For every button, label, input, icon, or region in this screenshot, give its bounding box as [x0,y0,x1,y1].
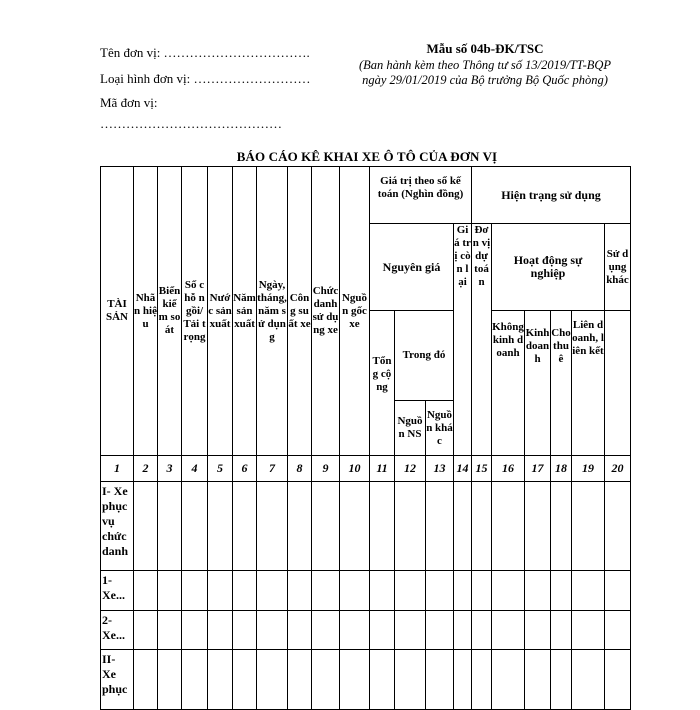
col-number: 3 [158,456,182,482]
col-cho-thue: Cho thuê [551,311,572,456]
col-number: 5 [208,456,233,482]
unit-name-line: Tên đơn vị: ……………………………. [100,45,310,60]
col-so-cho-ngoi: Số chỗ ngồi/ Tải trọng [182,167,208,456]
col-ngay-thang: Ngày, tháng, năm sử dụng [257,167,288,456]
col-number: 10 [340,456,370,482]
col-nhan-hieu: Nhãn hiệu [134,167,158,456]
row-label: 1- Xe... [101,571,134,611]
col-number: 20 [605,456,631,482]
col-lien-doanh: Liên doanh, liên kết [572,311,605,456]
col-nam-san-xuat: Năm sản xuất [233,167,257,456]
col-number: 15 [472,456,492,482]
table-row [101,611,631,650]
col-nguon-ns: Nguồn NS [395,401,426,456]
col-don-vi-du-toan: Đơn vị dự toán [472,224,492,456]
row-label: 2- Xe... [101,611,134,650]
col-kinh-doanh: Kinh doanh [525,311,551,456]
col-number: 8 [288,456,312,482]
issued-line-2: ngày 29/01/2019 của Bộ trưởng Bộ Quốc phòng) [362,73,608,87]
col-number: 4 [182,456,208,482]
col-hoat-dong-su-nghiep: Hoạt động sự nghiệp [492,224,605,311]
col-number: 16 [492,456,525,482]
col-nuoc-san-xuat: Nước sản xuất [208,167,233,456]
col-khong-kinh-doanh: Không kinh doanh [492,311,525,456]
col-number: 13 [426,456,454,482]
col-cong-suat: Công suất xe [288,167,312,456]
issued-line-1: (Ban hành kèm theo Thông tư số 13/2019/TT-BQP [358,58,612,72]
form-code: Mẫu số 04b-ĐK/TSC [426,41,544,56]
row-label: II- Xe phục [101,650,134,710]
col-gia-tri-so-ke-toan: Giá trị theo sổ kế toán (Nghìn đồng) [370,167,472,224]
col-tong-cong: Tổng cộng [370,311,395,456]
report-title: BÁO CÁO KÊ KHAI XE Ô TÔ CỦA ĐƠN VỊ [236,149,498,164]
table-row [101,482,631,571]
col-number: 18 [551,456,572,482]
col-number: 9 [312,456,340,482]
unit-code-line: Mã đơn vị: [100,95,158,110]
col-nguon-goc: Nguồn gốc xe [340,167,370,456]
col-nguyen-gia: Nguyên giá [370,224,454,311]
row-label: I- Xe phục vụ chức danh [101,482,134,571]
col-tai-san: TÀI SẢN [101,167,134,456]
col-hien-trang: Hiện trạng sử dụng [472,167,631,224]
unit-code-dots: …………………………………… [100,116,282,131]
unit-info [100,40,311,134]
col-gia-tri-con-lai: Giá trị còn lại [454,224,472,456]
col-number: 17 [525,456,551,482]
table-row [101,650,631,710]
column-number-row [101,456,631,482]
col-number: 7 [257,456,288,482]
col-number: 11 [370,456,395,482]
col-number: 6 [233,456,257,482]
col-chuc-danh: Chức danh sử dụng xe [312,167,340,456]
col-number: 1 [101,456,134,482]
form-info [335,40,635,88]
col-bien-kiem-soat: Biển kiểm soát [158,167,182,456]
unit-type-line: Loại hình đơn vị: ……………………… [100,71,311,86]
col-su-dung-khac: Sử dụng khác [605,224,631,311]
col-number: 2 [134,456,158,482]
col-number: 19 [572,456,605,482]
col-number: 14 [454,456,472,482]
col-trong-do: Trong đó [395,311,454,401]
vehicle-report-table [100,166,631,710]
col-number: 12 [395,456,426,482]
table-row [101,571,631,611]
col-nguon-khac: Nguồn khác [426,401,454,456]
col-su-dung-khac-blank [605,311,631,456]
